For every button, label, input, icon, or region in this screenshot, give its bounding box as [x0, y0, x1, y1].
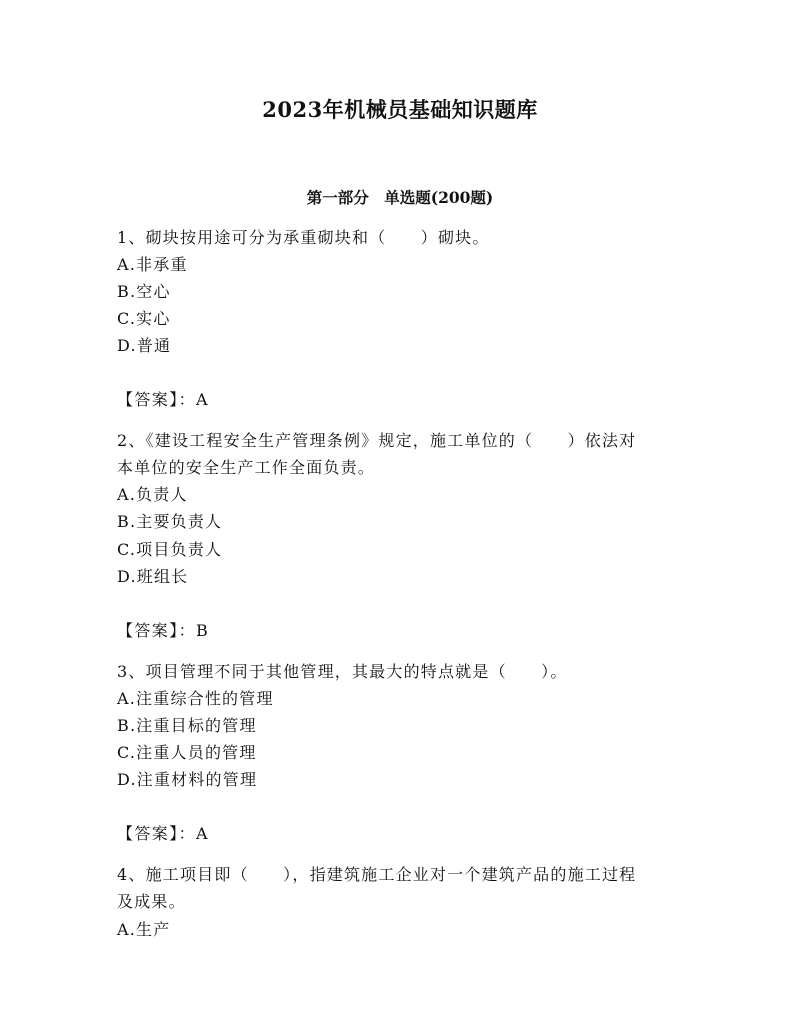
question-2-stem-line-1: 2、《建设工程安全生产管理条例》规定，施工单位的（ ）依法对	[117, 431, 637, 450]
question-3-option-d: D.注重材料的管理	[117, 770, 258, 789]
question-4-option-a: A.生产	[117, 920, 171, 939]
question-2-option-a: A.负责人	[117, 485, 188, 504]
question-3-option-c: C.注重人员的管理	[117, 743, 257, 762]
question-4-stem-line-1: 4、施工项目即（ ），指建筑施工企业对一个建筑产品的施工过程	[117, 865, 637, 884]
question-3-stem: 3、项目管理不同于其他管理，其最大的特点就是（ ）。	[117, 662, 568, 681]
question-1-option-d: D.普通	[117, 336, 172, 355]
question-2-option-b: B.主要负责人	[117, 512, 223, 531]
question-3-answer: 【答案】：A	[117, 824, 209, 843]
question-3-option-b: B.注重目标的管理	[117, 716, 257, 735]
question-2-option-c: C.项目负责人	[117, 540, 223, 559]
section-title: 第一部分 单选题(200题)	[306, 188, 494, 207]
question-1-stem: 1、砌块按用途可分为承重砌块和（ ）砌块。	[117, 228, 490, 247]
document-title: 2023年机械员基础知识题库	[262, 97, 538, 122]
question-2-answer: 【答案】：B	[117, 621, 210, 640]
question-1-answer: 【答案】：A	[117, 390, 209, 409]
question-1-option-c: C.实心	[117, 309, 171, 328]
question-3-option-a: A.注重综合性的管理	[117, 689, 274, 708]
question-4-stem-line-2: 及成果。	[117, 892, 186, 911]
question-1-option-a: A.非承重	[117, 255, 188, 274]
question-2-stem-line-2: 本单位的安全生产工作全面负责。	[117, 458, 376, 477]
question-2-option-d: D.班组长	[117, 567, 189, 586]
question-1-option-b: B.空心	[117, 282, 171, 301]
